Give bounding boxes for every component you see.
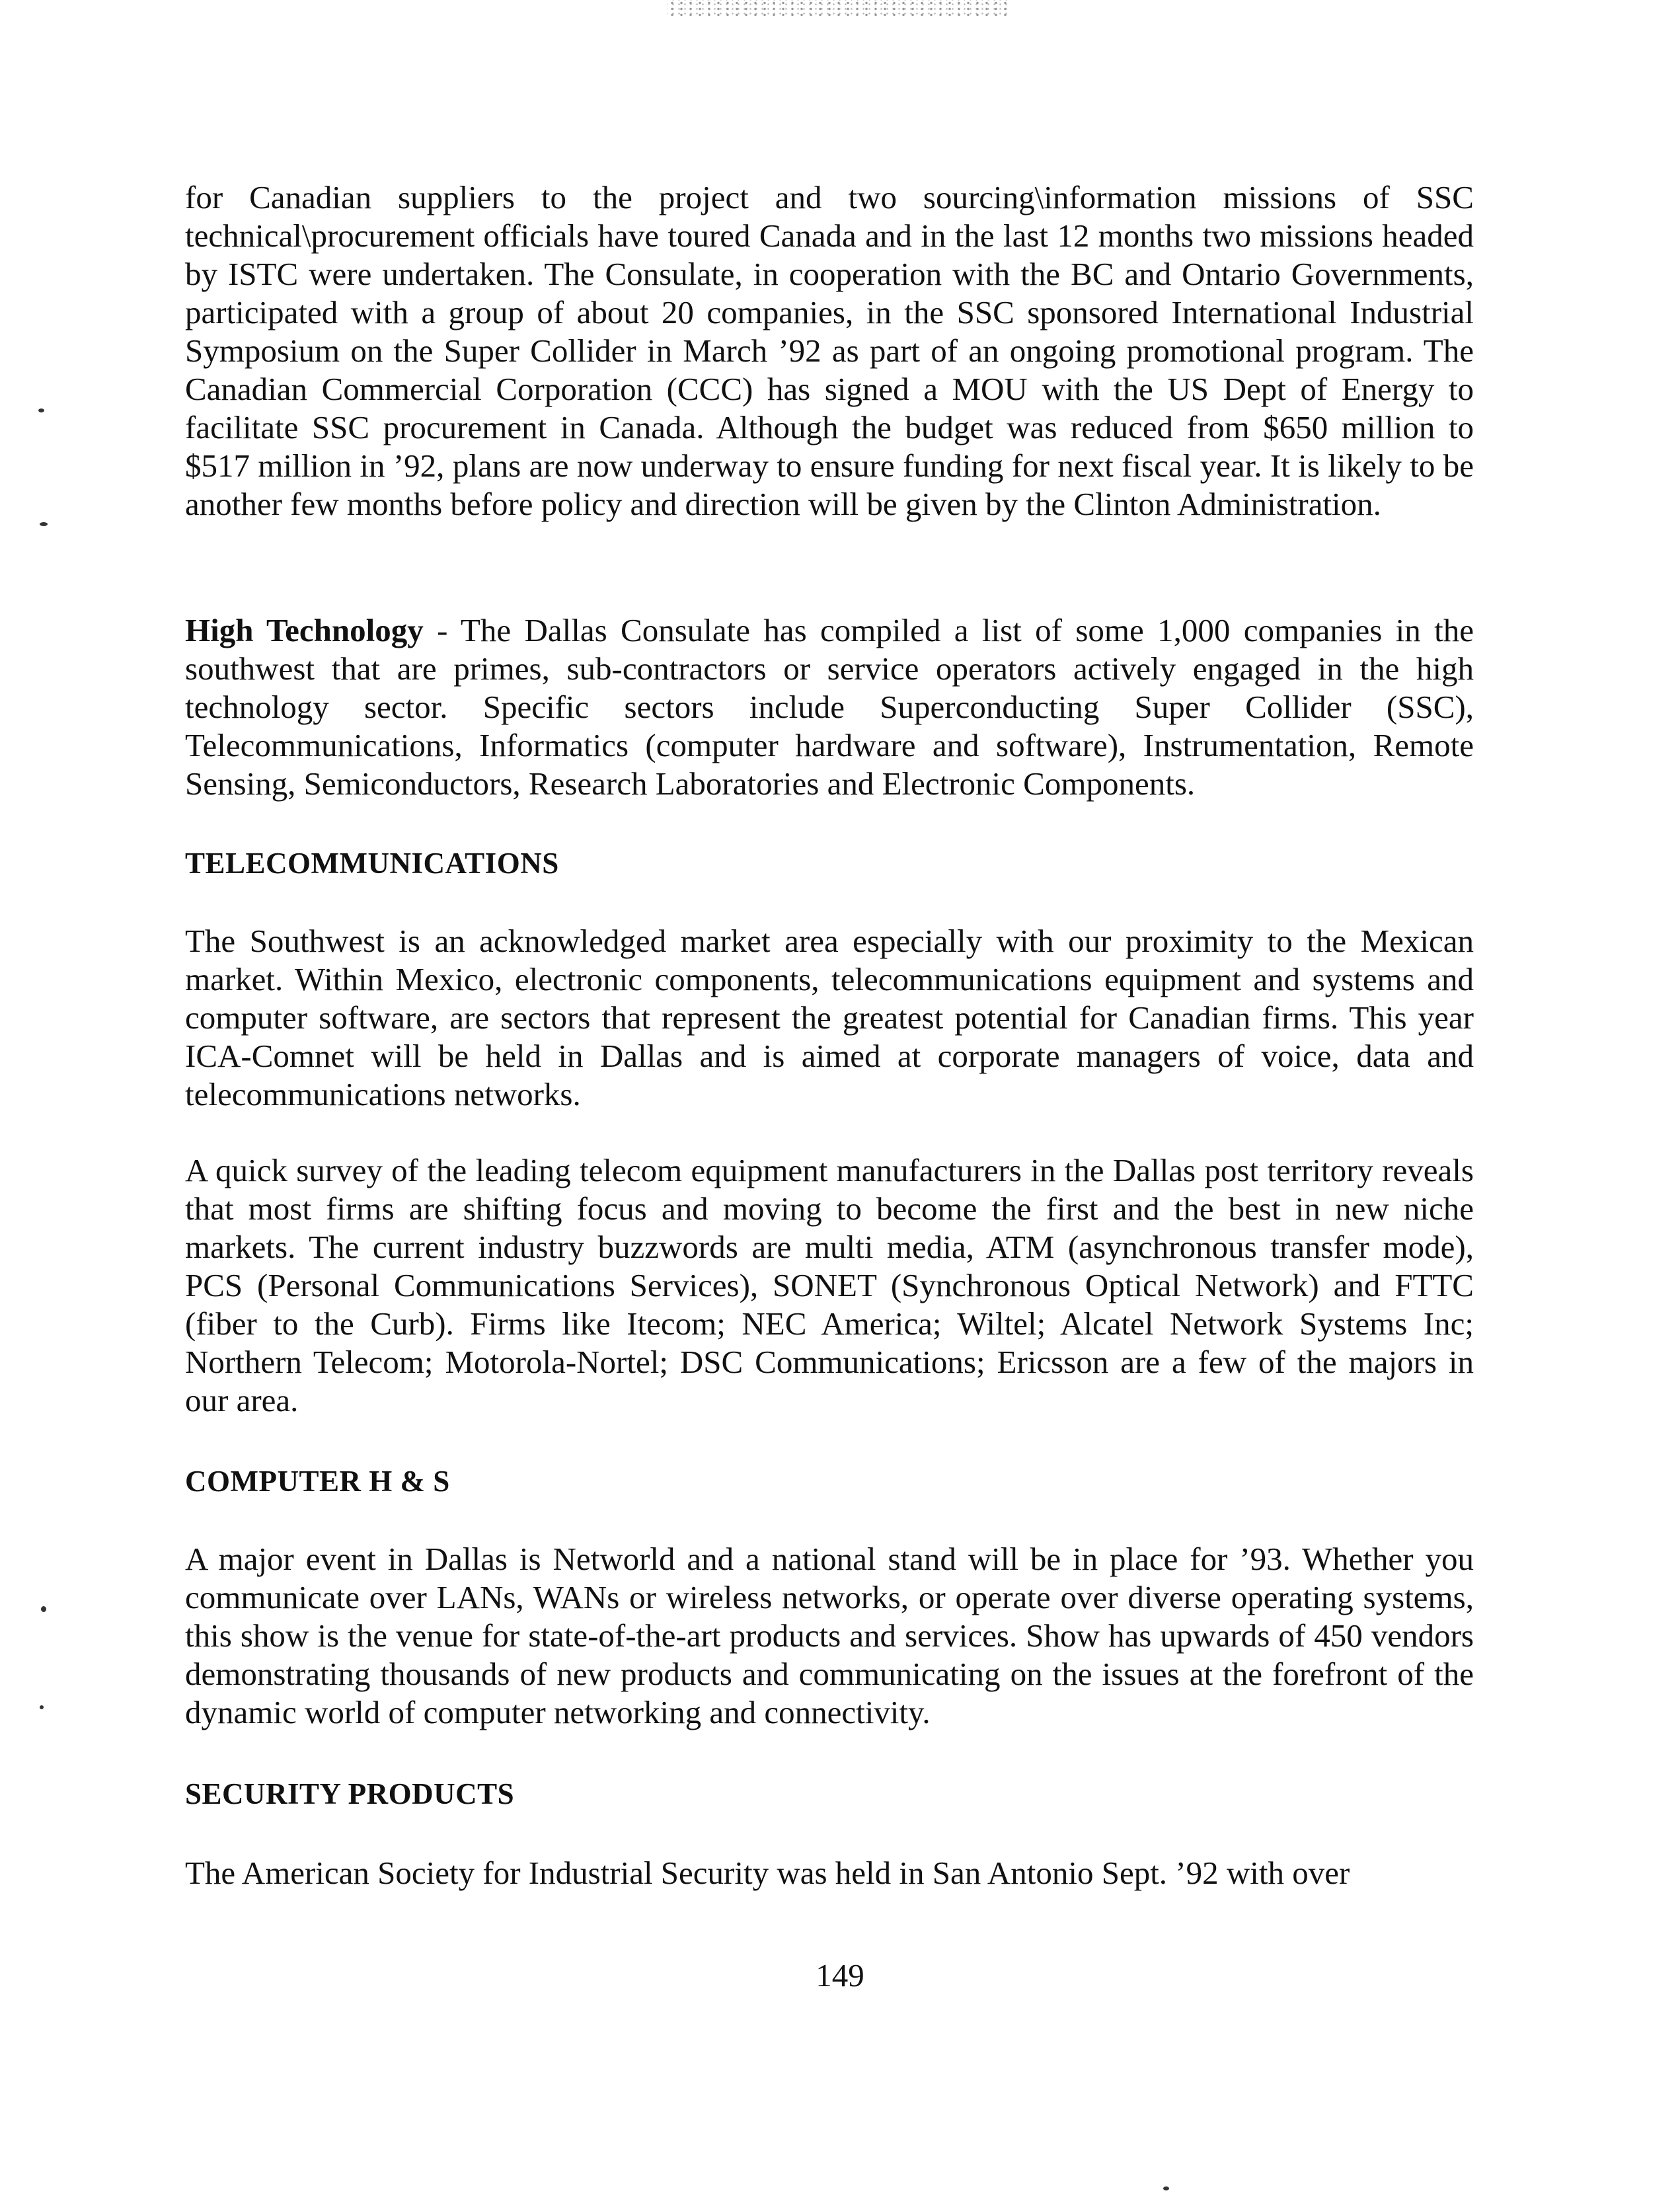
page-number: 149 (816, 1957, 864, 1993)
section-heading-security: SECURITY PRODUCTS (185, 1777, 515, 1810)
high-technology-paragraph (185, 611, 1474, 803)
scan-speck (38, 408, 44, 412)
scan-speck (40, 522, 48, 526)
scan-noise (668, 0, 1011, 17)
scan-speck (41, 1606, 46, 1612)
section-heading-telecommunications: TELECOMMUNICATIONS (185, 847, 559, 880)
high-technology-lead: High Technology (185, 612, 424, 648)
security-paragraph: The American Society for Industrial Security was held in San Antonio Sept. ’92 with over (185, 1855, 1350, 1891)
computer-paragraph: A major event in Dallas is Networld and a national stand will be in place for ’93. Whether you communicate over LANs, WANs or wireless networks, or operate over diverse operating systems, this show is the venue for state-of-the-art products and services. Show has upwards of 450 vendors demonstrating thousands of new products and communicating on the issues at the forefront of the dynamic world of computer networking and connectivity. (185, 1541, 1474, 1730)
high-technology-body: - The Dallas Consulate has compiled a list of some 1,000 companies in the southwest that are primes, sub-contractors or service operators actively engaged in the high technology sector. Specific sectors include Superconducting Super Collider (SSC), Telecommunications, Informatics (computer hardware and software), Instrumentation, Remote Sensing, Semiconductors, Research Laboratories and Electronic Components. (185, 612, 1474, 802)
telecom-paragraph-1: The Southwest is an acknowledged market area especially with our proximity to the Mexican market. Within Mexico, electronic components, telecommunications equipment and systems and computer software, are sectors that represent the greatest potential for Canadian firms. This year ICA-Comnet will be held in Dallas and is aimed at corporate managers of voice, data and telecommunications networks. (185, 923, 1474, 1112)
scan-speck (1163, 2186, 1169, 2190)
intro-paragraph: for Canadian suppliers to the project and two sourcing\information missions of SSC technical\procurement officials have toured Canada and in the last 12 months two missions headed by ISTC were undertaken. The Consulate, in cooperation with the BC and Ontario Governments, participated with a group of about 20 companies, in the SSC sponsored International Industrial Symposium on the Super Collider in March ’92 as part of an ongoing promotional program. The Canadian Commercial Corporation (CCC) has signed a MOU with the US Dept of Energy to facilitate SSC procurement in Canada. Although the budget was reduced from $650 million to $517 million in ’92, plans are now underway to ensure funding for next fiscal year. It is likely to be another few months before policy and direction will be given by the Clinton Administration. (185, 179, 1474, 522)
telecom-paragraph-2: A quick survey of the leading telecom equipment manufacturers in the Dallas post territory reveals that most firms are shifting focus and moving to become the first and the best in new niche markets. The current industry buzzwords are multi media, ATM (asynchronous transfer mode), PCS (Personal Communications Services), SONET (Synchronous Optical Network) and FTTC (fiber to the Curb). Firms like Itecom; NEC America; Wiltel; Alcatel Network Systems Inc; Northern Telecom; Motorola-Nortel; DSC Communications; Ericsson are a few of the majors in our area. (185, 1152, 1474, 1418)
scan-speck (40, 1705, 44, 1709)
section-heading-computer: COMPUTER H & S (185, 1465, 450, 1498)
